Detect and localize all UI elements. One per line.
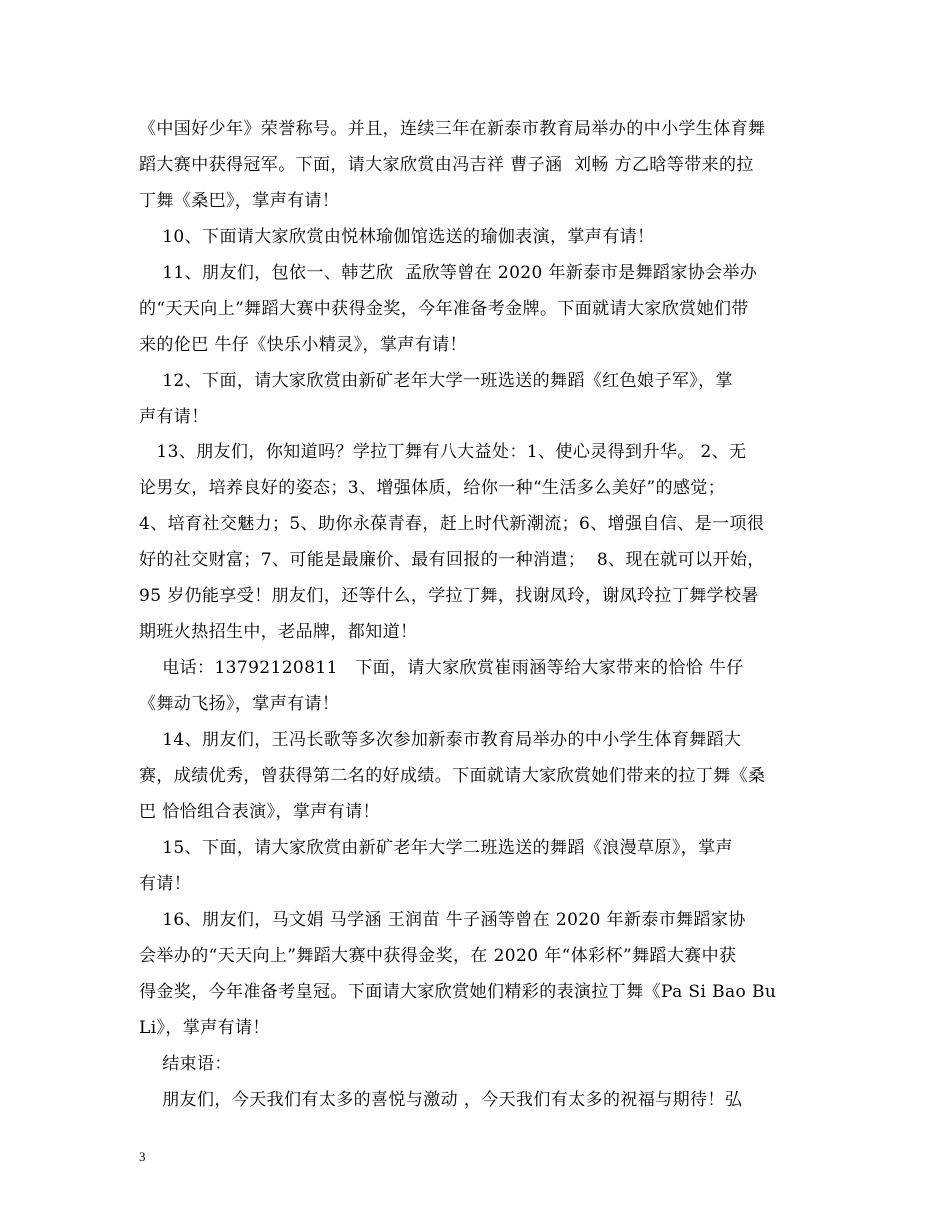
text-line: 12、下面，请大家欣赏由新矿老年大学一班选送的舞蹈《红色娘子军》，掌: [139, 371, 733, 391]
text-line: 4、培育社交魅力；5、助你永葆青春，赶上时代新潮流；6、增强自信、是一项很: [139, 514, 765, 534]
text-line: 有请！: [139, 874, 192, 894]
text-line: 15、下面，请大家欣赏由新矿老年大学二班选送的舞蹈《浪漫草原》，掌声: [139, 838, 733, 858]
text-line: 《舞动飞扬》，掌声有请！: [139, 694, 340, 714]
text-line: 论男女，培养良好的姿态；3、增强体质，给你一种“生活多么美好”的感觉；: [139, 478, 726, 498]
page-number: 3: [139, 1149, 146, 1164]
text-line: 16、朋友们，马文娟 马学涵 王润苗 牛子涵等曾在 2020 年新泰市舞蹈家协: [139, 910, 746, 930]
text-line: 的“天天向上”舞蹈大赛中获得金奖，今年准备考金牌。下面就请大家欣赏她们带: [139, 299, 749, 319]
text-line: 声有请！: [139, 407, 209, 427]
text-line: 14、朋友们，王冯长歌等多次参加新泰市教育局举办的中小学生体育舞蹈大: [139, 730, 742, 750]
text-line: 丁舞《桑巴》，掌声有请！: [139, 191, 340, 211]
text-line: 95 岁仍能享受！朋友们，还等什么，学拉丁舞，找谢凤玲，谢凤玲拉丁舞学校暑: [139, 586, 759, 606]
text-line: 11、朋友们，包依一、韩艺欣 孟欣等曾在 2020 年新泰市是舞蹈家协会举办: [139, 263, 758, 283]
text-line: 来的伦巴 牛仔《快乐小精灵》，掌声有请！: [139, 335, 467, 355]
text-line: 期班火热招生中，老品牌，都知道！: [139, 622, 418, 642]
text-line: 10、下面请大家欣赏由悦林瑜伽馆选送的瑜伽表演，掌声有请！: [139, 227, 655, 247]
text-line: 会举办的“天天向上”舞蹈大赛中获得金奖，在 2020 年“体彩杯”舞蹈大赛中获: [139, 946, 737, 966]
text-line: Li》，掌声有请！: [139, 1018, 270, 1038]
text-line: 赛，成绩优秀，曾获得第二名的好成绩。下面就请大家欣赏她们带来的拉丁舞《桑: [139, 766, 766, 786]
text-line: 朋友们，今天我们有太多的喜悦与激动 ，今天我们有太多的祝福与期待！弘: [139, 1090, 743, 1110]
text-line: 结束语：: [139, 1054, 232, 1074]
text-line: 得金奖，今年准备考皇冠。下面请大家欣赏她们精彩的表演拉丁舞《Pa Si Bao Bu: [139, 982, 777, 1002]
text-line: 13、朋友们，你知道吗？学拉丁舞有八大益处：1、使心灵得到升华。 2、无: [139, 442, 747, 462]
text-line: 《中国好少年》荣誉称号。并且，连续三年在新泰市教育局举办的中小学生体育舞: [139, 119, 766, 139]
text-line: 蹈大赛中获得冠军。下面，请大家欣赏由冯吉祥 曹子涵 刘畅 方乙晗等带来的拉: [139, 155, 754, 175]
text-line: 好的社交财富；7、可能是最廉价、最有回报的一种消遣； 8、现在就可以开始，: [139, 550, 765, 570]
text-line: 电话：13792120811 下面，请大家欣赏崔雨涵等给大家带来的恰恰 牛仔: [139, 658, 744, 678]
text-line: 巴 恰恰组合表演》，掌声有请！: [139, 802, 380, 822]
